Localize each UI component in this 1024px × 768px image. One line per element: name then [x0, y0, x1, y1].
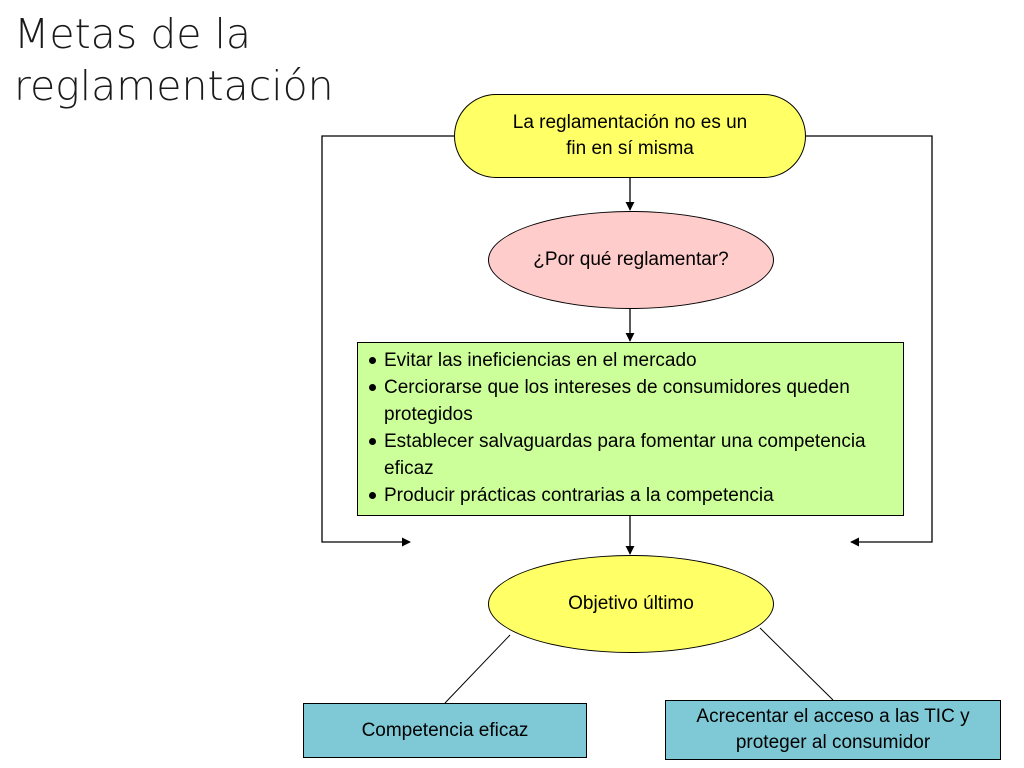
goal-item: Establecer salvaguardas para fomentar una competencia eficaz: [364, 428, 897, 482]
slide-title-line-2: reglamentación: [14, 62, 334, 110]
start-node-line-2: fin en sí misma: [566, 138, 694, 159]
outcome-access-line-2: proteger al consumidor: [735, 732, 931, 753]
goal-item: Evitar las ineficiencias en el mercado: [364, 347, 897, 374]
outcome-node-competition: [303, 703, 587, 758]
ultimate-goal-node: [488, 555, 774, 653]
ultimate-goal-label: Objetivo último: [568, 593, 694, 614]
start-node: [454, 94, 806, 178]
goal-item: Producir prácticas contrarias a la competencia: [364, 482, 897, 509]
question-node: [488, 211, 774, 309]
link-ultimate-to-right-outcome: [760, 628, 833, 700]
goal-item: Cerciorarse que los intereses de consumidores queden protegidos: [364, 374, 897, 428]
outcome-node-access: [665, 700, 1001, 760]
goals-list: [364, 347, 897, 509]
start-node-line-1: La reglamentación no es un: [512, 112, 748, 133]
outcome-access-line-1: Acrecentar el acceso a las TIC y: [696, 706, 970, 727]
question-node-label: ¿Por qué reglamentar?: [533, 249, 729, 270]
link-ultimate-to-left-outcome: [445, 635, 510, 703]
slide-title-line-1: Metas de la: [14, 10, 251, 58]
outcome-competition-label: Competencia eficaz: [361, 719, 529, 741]
goals-list-box: [357, 342, 904, 516]
